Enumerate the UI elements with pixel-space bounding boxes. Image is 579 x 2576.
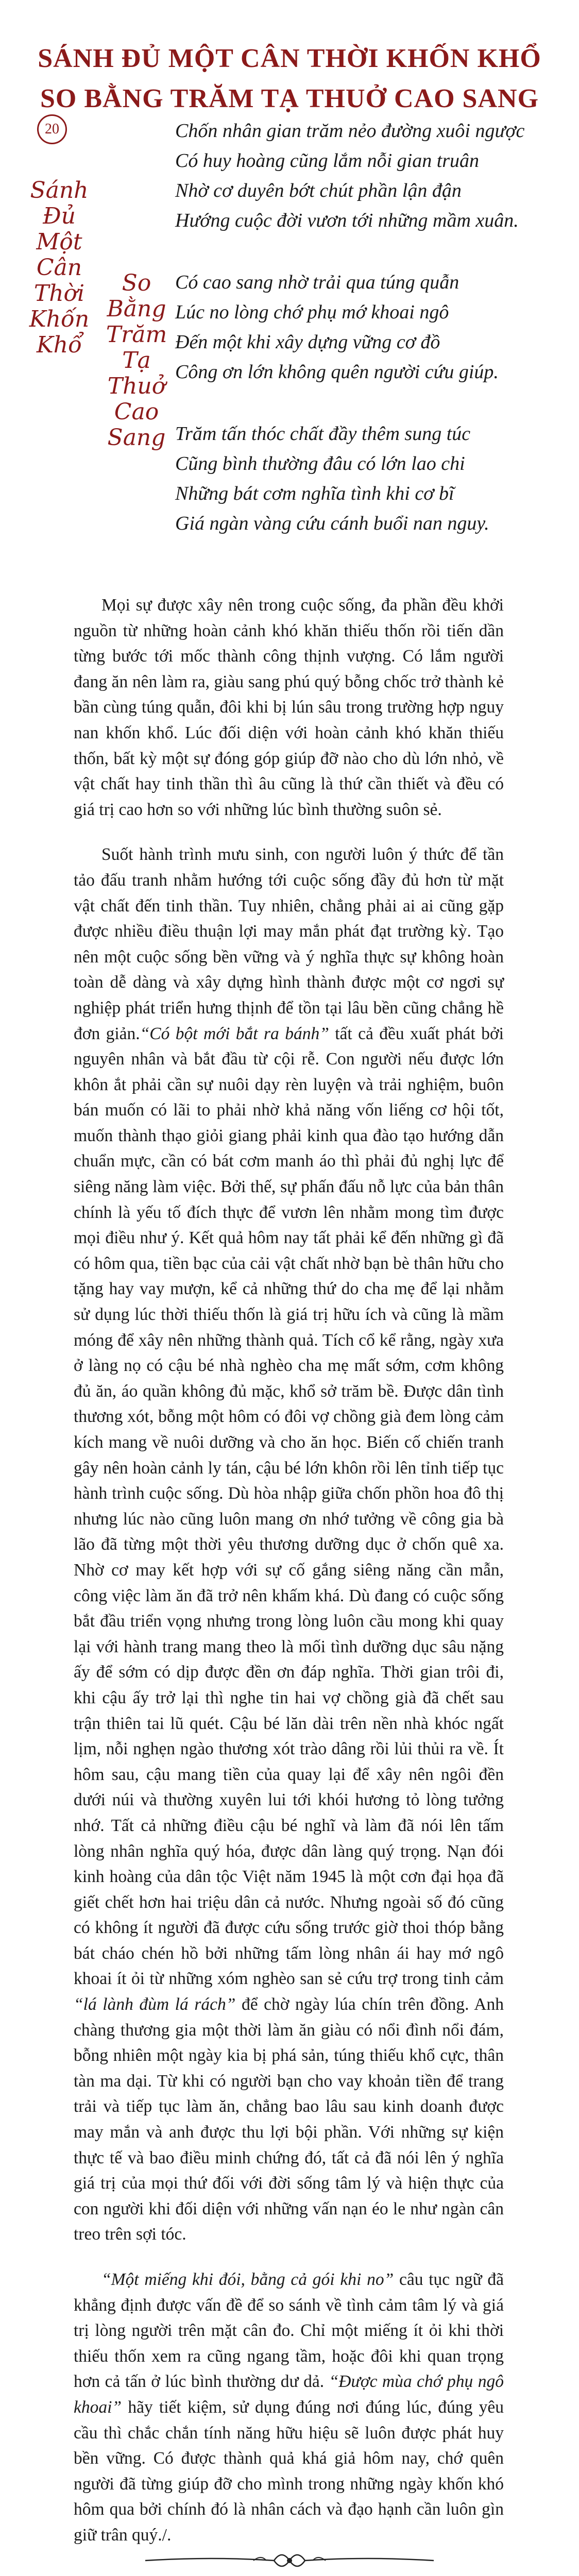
poem-stanza-1	[175, 116, 567, 235]
calligraphy-word: Thuở	[107, 373, 166, 399]
calligraphy-word: So	[122, 270, 151, 296]
calligraphy-word: Sánh	[30, 177, 89, 204]
paragraph-2	[74, 842, 504, 2247]
poem-line: Trăm tấn thóc chất đầy thêm sung túc	[175, 423, 471, 445]
end-ornament	[135, 2545, 444, 2576]
calligraphy-word: Tạ	[122, 347, 151, 374]
poem-line: Có huy hoàng cũng lắm nỗi gian truân	[175, 150, 480, 172]
title-line-1: SÁNH ĐỦ MỘT CÂN THỜI KHỐN KHỔ	[38, 44, 541, 73]
article-title	[0, 39, 579, 119]
article-body	[74, 592, 504, 2568]
poem-line: Những bát cơm nghĩa tình khi cơ bĩ	[175, 483, 454, 504]
poem-line: Nhờ cơ duyên bớt chút phần lận đận	[175, 180, 462, 201]
number-badge: 20	[37, 114, 67, 144]
calligraphy-column-2	[103, 270, 170, 451]
paragraph-2-text-b: tất cả đều xuất phát bởi nguyên nhân và bắt đầu từ cội rễ. Con người nếu được lớn khôn ắt phải cần sự nuôi dạy rèn luyện và trải nghiệm, buôn bán muốn có lãi to phải nhờ khả năng vốn liếng cơ hội tốt, muốn thành thạo giỏi giang phải kinh qua đào tạo hướng dẫn chuẩn mực, cần có bát cơm manh áo thì phải đủ nghị lực để siêng năng làm việc. Bởi thế, sự phấn đấu nỗ lực của bản thân chính là yếu tố đích thực để vươn lên nhằm mong tìm được mọi điều như ý. Kết quả hôm nay tất phải kể đến những gì đã có hôm qua, tiền bạc của cải vật chất nhờ bạn bè thân hữu cho tặng hay vay mượn, kể cả những thứ do cha mẹ để lại nhằm sử dụng lúc thời thiếu thốn là giá trị hữu ích và cũng là mầm móng để xây nên những thành quả. Tích cổ kể rằng, ngày xưa ở làng nọ có cậu bé nhà nghèo cha mẹ mất sớm, cơm không đủ ăn, áo quần không đủ mặc, khổ sở trăm bề. Được dân tình thương xót, bỗng một hôm có đôi vợ chồng già đem lòng cảm kích mang về nuôi dưỡng và cho ăn học. Biến cố chiến tranh gây nên hoàn cảnh ly tán, cậu bé lớn khôn rồi lên tỉnh tiếp tục hành trình cuộc sống. Dù hòa nhập giữa chốn phồn hoa đô thị nhưng lúc nào cũng luôn mang ơn nhớ tưởng về công gia bà lão đã từng một thời yêu thương dưỡng dục ở chốn quê xa. Nhờ cơ may kết hợp với sự cố gắng siêng năng cần mẫn, công việc làm ăn đã trở nên khấm khá. Dù đang có cuộc sống bắt đầu triển vọng nhưng trong lòng luôn cầu mong khi quay lại với hành trang mang theo là mối tình dưỡng dục sâu nặng ấy để sớm có dịp được đền ơn đáp nghĩa. Thời gian trôi đi, khi cậu ấy trở lại thì nghe tin hai vợ chồng già đã chết sau trận thiên tai lũ quét. Cậu bé lăn dài trên nền nhà khóc ngất lịm, nỗi nghẹn ngào thương xót trào dâng rồi lủi thủi ra về. Ít hôm sau, cậu mang tiền của quay lại để xây nên ngôi đền dưới núi và thường xuyên lui tới khói hương tỏ lòng tưởng nhớ. Tất cả những điều cậu bé nghĩ và làm đã nói lên tấm lòng nhân nghĩa quý hóa, được dân làng quý trọng. Nạn đói kinh hoàng của dân tộc Việt năm 1945 là một cơn đại họa đã giết chết hơn hai triệu dân cả nước. Nhưng ngoài số đó cũng có không ít người đã được cứu sống trước giờ thoi thóp bằng bát cháo chén hồ bởi những tấm lòng nhân ái hay mớ ngô khoai ít ỏi từ những xóm nghèo san sẻ cứu trợ trong tinh cảm	[74, 1024, 504, 1989]
poem	[175, 116, 567, 570]
calligraphy-word: Cân	[36, 255, 82, 281]
poem-line: Có cao sang nhờ trải qua túng quẫn	[175, 272, 459, 293]
calligraphy-word: Thời	[33, 280, 85, 307]
poem-line: Chốn nhân gian trăm nẻo đường xuôi ngược	[175, 120, 525, 142]
calligraphy-word: Bằng	[107, 296, 166, 322]
paragraph-3-text-a: câu tục ngữ đã khẳng định được vấn đề để so sánh về tình cảm tâm lý và giá trị lòng người trên mặt cân đo. Chỉ một miếng ít ỏi khi thời thiếu thốn xem ra cũng ngang tầm, hoặc đôi khi quan trọng hơn cả tấn ở lúc bình thường dư dả.	[74, 2270, 504, 2392]
poem-stanza-2	[175, 267, 567, 387]
calligraphy-word: Khổ	[36, 332, 82, 358]
proverb-quote: “Được mùa chớ phụ ngô khoai”	[74, 2372, 504, 2417]
calligraphy-column-1	[26, 178, 93, 358]
paragraph-2-text-c: để chờ ngày lúa chín trên đồng. Anh chàng thương gia một thời làm ăn giàu có nổi đình nổi đám, bỗng nhiên một ngày kia bị phá sản, túng thiếu khổ cực, thân tàn ma dại. Từ khi có người bạn cho vay khoản tiền để trang trải và tiếp tục làm ăn, chẳng bao lâu sau kinh doanh được may mắn và anh được thu lợi bội phần. Với những sự kiện thực tế và bao điều minh chứng đó, tất cả đã nói lên ý nghĩa giá trị của mọi thứ đối với đời sống tâm lý và hiện thực của con người khi đối diện với những vấn nạn éo le như ngàn cân treo trên sợi tóc.	[74, 1995, 504, 2244]
calligraphy-word: Cao	[114, 399, 159, 425]
proverb-quote: “Một miếng khi đói, bằng cả gói khi no”	[101, 2270, 394, 2289]
proverb-quote: “lá lành đùm lá rách”	[74, 1995, 236, 2014]
title-line-2: SO BẰNG TRĂM TẠ THUỞ CAO SANG	[40, 84, 539, 113]
poem-stanza-3	[175, 419, 567, 538]
poem-line: Công ơn lớn không quên người cứu giúp.	[175, 361, 499, 383]
paragraph-3-text-b: hãy tiết kiệm, sử dụng đúng nơi đúng lúc, đúng yêu cầu thì chắc chắn tính năng hữu hiệu sẽ luôn được phát huy bền vững. Có được thành quả khá giả hôm nay, chớ quên người đã từng giúp đỡ cho mình trong những ngày khốn khó hôm qua bởi chính đó là nhân cách và đạo hạnh cần luôn gìn giữ trân quý./.	[74, 2397, 504, 2545]
paragraph-1: Mọi sự được xây nên trong cuộc sống, đa phần đều khởi nguồn từ những hoàn cảnh khó khăn thiếu thốn rồi tiến dần từng bước tới mốc thành công thịnh vượng. Có lắm người đang ăn nên làm ra, giàu sang phú quý bỗng chốc trở thành kẻ bần cùng túng quẫn, đôi khi bị lún sâu trong trường hợp nguy nan khốn khổ. Lúc đối diện với hoàn cảnh khó khăn thiếu thốn, bất kỳ một sự đóng góp giúp đỡ nào cho dù lớn nhỏ, về vật chất hay tinh thần thì âu cũng là thứ cần thiết và đều có giá trị cao hơn so với những lúc bình thường suôn sẻ.	[74, 596, 504, 819]
calligraphy-word: Khốn	[29, 306, 90, 332]
calligraphy-word: Đủ	[43, 203, 76, 229]
proverb-quote: “Có bột mới bắt ra bánh”	[140, 1024, 329, 1043]
paragraph-2-text-a: Suốt hành trình mưu sinh, con người luôn ý thức để tần tảo đấu tranh nhằm hướng tới cuộc sống đầy đủ hơn từ mặt vật chất đến tinh thần. Tuy nhiên, chẳng phải ai ai cũng gặp được nhiều điều thuận lợi may mắn phát đạt trường kỳ. Tạo nên một cuộc sống bền vững và ý nghĩa thực sự không hoàn toàn dễ dàng và xây dựng hình thành được một cơ ngơi sự nghiệp phát triển hưng thịnh để tồn tại lâu bền cũng chẳng hề đơn giản.	[74, 845, 504, 1043]
poem-line: Giá ngàn vàng cứu cánh buổi nan nguy.	[175, 513, 489, 534]
paragraph-3	[74, 2267, 504, 2548]
poem-line: Cũng bình thường đâu có lớn lao chi	[175, 453, 465, 474]
poem-line: Hướng cuộc đời vươn tới những mầm xuân.	[175, 210, 519, 231]
poem-line: Đến một khi xây dựng vững cơ đồ	[175, 331, 440, 353]
calligraphy-word: Một	[36, 229, 82, 255]
calligraphy-word: Sang	[107, 425, 166, 451]
poem-line: Lúc no lòng chớ phụ mớ khoai ngô	[175, 301, 449, 323]
calligraphy-word: Trăm	[106, 321, 167, 348]
